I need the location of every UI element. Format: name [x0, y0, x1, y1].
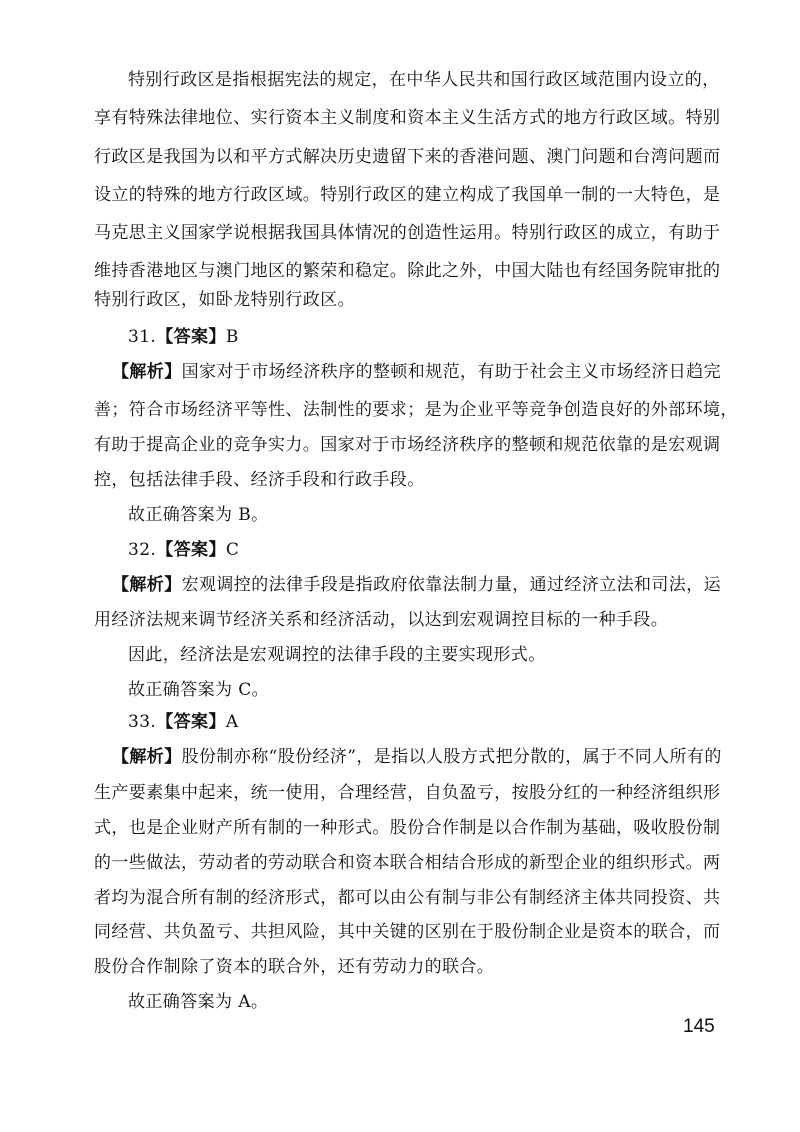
q33-analysis-line-1 [112, 747, 722, 767]
q31-analysis-line-1 [112, 362, 721, 382]
q31-analysis-tag: 【解析】 [112, 362, 182, 382]
q33-analysis-line-4: 的一些做法，劳动者的劳动联合和资本联合相结合形成的新型企业的组织形式。两 [94, 853, 721, 873]
q33-analysis-line-5: 者均为混合所有制的经济形式，都可以由公有制与非公有制经济主体共同投资、共 [94, 888, 721, 908]
q33-analysis-line-2: 生产要素集中起来，统一使用，合理经营，自负盈亏，按股分红的一种经济组织形 [94, 783, 721, 803]
paragraph-1-line-6: 维持香港地区与澳门地区的繁荣和稳定。除此之外，中国大陆也有经国务院审批的 [94, 261, 721, 281]
paragraph-1-line-7: 特别行政区，如卧龙特别行政区。 [94, 290, 355, 310]
q32-answer-tag: 【答案】 [156, 540, 226, 560]
q31-analysis-line-4: 控，包括法律手段、经济手段和行政手段。 [94, 470, 425, 490]
q31-number: 31. [128, 327, 157, 347]
q31-conclusion: 故正确答案为 B。 [128, 505, 269, 525]
q32-analysis-line-1 [112, 575, 721, 595]
q31-analysis-text-1: 国家对于市场经济秩序的整顿和规范，有助于社会主义市场经济日趋完 [181, 362, 722, 382]
q31-analysis-line-2: 善；符合市场经济平等性、法制性的要求；是为企业平等竞争创造良好的外部环境， [94, 400, 738, 420]
q31-answer-value: B [225, 327, 239, 347]
q33-analysis-line-6: 同经营、共负盈亏、共担风险，其中关键的区别在于股份制企业是资本的联合，而 [94, 922, 721, 942]
q32-number: 32. [128, 540, 157, 560]
paragraph-1-line-3: 行政区是我国为以和平方式解决历史遗留下来的香港问题、澳门问题和台湾问题而 [94, 147, 721, 167]
q32-answer-value: C [225, 540, 240, 560]
paragraph-1-line-2: 享有特殊法律地位、实行资本主义制度和资本主义生活方式的地方行政区域。特别 [94, 108, 721, 128]
q32-analysis-tag: 【解析】 [112, 575, 182, 595]
q32-conclusion: 故正确答案为 C。 [128, 680, 270, 700]
q33-conclusion: 故正确答案为 A。 [128, 992, 269, 1012]
q33-answer-value: A [225, 712, 239, 732]
q33-analysis-line-3: 式，也是企业财产所有制的一种形式。股份合作制是以合作制为基础，吸收股份制 [94, 818, 721, 838]
q32-answer-line [128, 540, 239, 560]
page-number: 145 [683, 1016, 715, 1037]
q33-analysis-text-1: 股份制亦称“股份经济”，是指以人股方式把分散的，属于不同人所有的 [181, 747, 722, 767]
paragraph-1-line-1: 特别行政区是指根据宪法的规定，在中华人民共和国行政区域范围内设立的， [128, 70, 720, 90]
q33-number: 33. [128, 712, 157, 732]
q32-analysis-text-1: 宏观调控的法律手段是指政府依靠法制力量，通过经济立法和司法，运 [181, 575, 722, 595]
paragraph-1-line-5: 马克思主义国家学说根据我国具体情况的创造性运用。特别行政区的成立，有助于 [94, 223, 721, 243]
q31-answer-line [128, 327, 239, 347]
q33-answer-tag: 【答案】 [156, 712, 226, 732]
paragraph-1-line-4: 设立的特殊的地方行政区域。特别行政区的建立构成了我国单一制的一大特色，是 [94, 185, 721, 205]
q31-answer-tag: 【答案】 [156, 327, 226, 347]
q31-analysis-line-3: 有助于提高企业的竞争实力。国家对于市场经济秩序的整顿和规范依靠的是宏观调 [94, 435, 721, 455]
q33-analysis-line-7: 股份合作制除了资本的联合外，还有劳动力的联合。 [94, 957, 495, 977]
q33-analysis-tag: 【解析】 [112, 747, 182, 767]
q33-answer-line [128, 712, 239, 732]
q32-extra: 因此，经济法是宏观调控的法律手段的主要实现形式。 [128, 645, 546, 665]
q32-analysis-line-2: 用经济法规来调节经济关系和经济活动，以达到宏观调控目标的一种手段。 [94, 610, 669, 630]
